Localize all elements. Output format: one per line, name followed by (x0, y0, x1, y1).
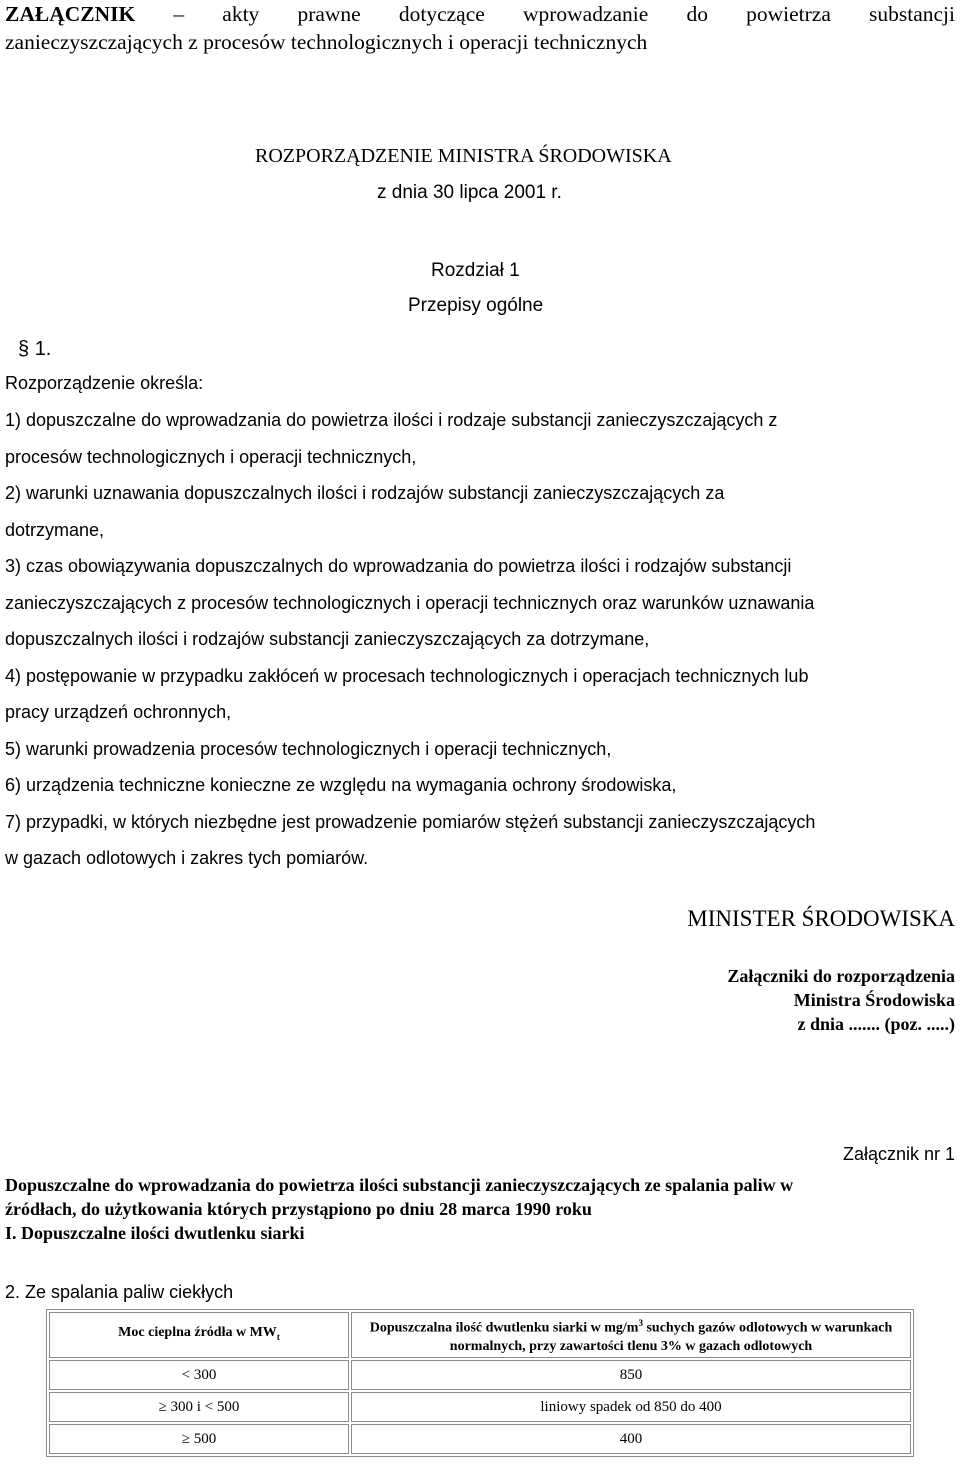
table-cell-power: ≥ 300 i < 500 (49, 1392, 349, 1422)
table-header-limit (351, 1312, 911, 1358)
section-line: 3) czas obowiązywania dopuszczalnych do wprowadzania do powietrza ilości i rodzajów substancji (5, 556, 792, 576)
annex-reference-line: z dnia ....... (poz. .....) (797, 1014, 955, 1034)
section-line: 2) warunki uznawania dopuszczalnych ilości i rodzajów substancji zanieczyszczających za (5, 483, 725, 503)
header-limit-text-cont: suchych gazów odlotowych w warunkach normalnych, przy zawartości tlenu 3% w gazach odlotowych (449, 1320, 893, 1354)
table-row (49, 1360, 911, 1390)
section-line: 7) przypadki, w których niezbędne jest prowadzenie pomiarów stężeń substancji zanieczyszczających (5, 812, 816, 832)
table-header-row (49, 1312, 911, 1358)
section-line: pracy urządzeń ochronnych, (5, 702, 232, 722)
header-rest: akty prawne dotyczące wprowadzanie do powietrza substancji (222, 2, 956, 26)
table-cell-limit: 400 (351, 1424, 911, 1454)
table-cell-limit: 850 (351, 1360, 911, 1390)
section-number: 1. (34, 338, 52, 360)
header-limit-superscript: 3 (638, 1318, 643, 1329)
header-power-text: Moc cieplna źródła w MW (118, 1325, 277, 1341)
regulation-title: ROZPORZĄDZENIE MINISTRA ŚRODOWISKA (255, 145, 672, 167)
regulation-date: z dnia 30 lipca 2001 r. (377, 182, 562, 203)
section-line: dopuszczalnych ilości i rodzajów substancji zanieczyszczających za dotrzymane, (5, 629, 650, 649)
section-line: zanieczyszczających z procesów technologicznych i operacji technicznych oraz warunków uznawania (5, 593, 815, 613)
document-header-line2: zanieczyszczających z procesów technologicznych i operacji technicznych (5, 30, 648, 54)
section-line: 6) urządzenia techniczne konieczne ze względu na wymagania ochrony środowiska, (5, 775, 677, 795)
section-intro: Rozporządzenie określa: (5, 373, 204, 393)
header-lead: ZAŁĄCZNIK (5, 2, 136, 26)
annex-subtitle: I. Dopuszczalne ilości dwutlenku siarki (5, 1223, 305, 1243)
section-mark: § 1. (18, 338, 52, 360)
emission-limits-table (46, 1309, 914, 1457)
annex-title (5, 1173, 793, 1245)
section-line: 4) postępowanie w przypadku zakłóceń w procesach technologicznych i operacjach technicznych lub (5, 666, 809, 686)
header-power-subscript: t (276, 1331, 280, 1342)
table-row (49, 1392, 911, 1422)
annex-reference-line: Ministra Środowiska (793, 990, 955, 1010)
table-header-power (49, 1312, 349, 1358)
table-cell-limit: liniowy spadek od 850 do 400 (351, 1392, 911, 1422)
document-header-line1 (5, 0, 955, 28)
table-row (49, 1424, 911, 1454)
annex-number: Załącznik nr 1 (842, 1144, 955, 1164)
header-limit-text: Dopuszczalna ilość dwutlenku siarki w mg/m (369, 1320, 639, 1336)
header-dash: – (173, 2, 185, 26)
annex-reference-line: Załączniki do rozporządzenia (727, 966, 955, 986)
table-cell-power: < 300 (49, 1360, 349, 1390)
chapter-title: Przepisy ogólne (408, 295, 544, 316)
section-line: 1) dopuszczalne do wprowadzania do powietrza ilości i rodzaje substancji zanieczyszczających z (5, 410, 778, 430)
section-line: dotrzymane, (5, 520, 105, 540)
section-line: procesów technologicznych i operacji technicznych, (5, 447, 417, 467)
chapter-number: Rozdział 1 (431, 260, 520, 281)
signature: MINISTER ŚRODOWISKA (687, 906, 955, 931)
section-line: w gazach odlotowych i zakres tych pomiarów. (5, 848, 369, 868)
section-line: 5) warunki prowadzenia procesów technologicznych i operacji technicznych, (5, 739, 612, 759)
annex-title-line: Dopuszczalne do wprowadzania do powietrza ilości substancji zanieczyszczających ze spalania paliw w (5, 1175, 794, 1195)
annex-subsection: 2. Ze spalania paliw ciekłych (5, 1282, 234, 1302)
table-cell-power: ≥ 500 (49, 1424, 349, 1454)
annex-reference (727, 964, 955, 1036)
annex-title-line: źródłach, do użytkowania których przystąpiono po dniu 28 marca 1990 roku (5, 1199, 592, 1219)
